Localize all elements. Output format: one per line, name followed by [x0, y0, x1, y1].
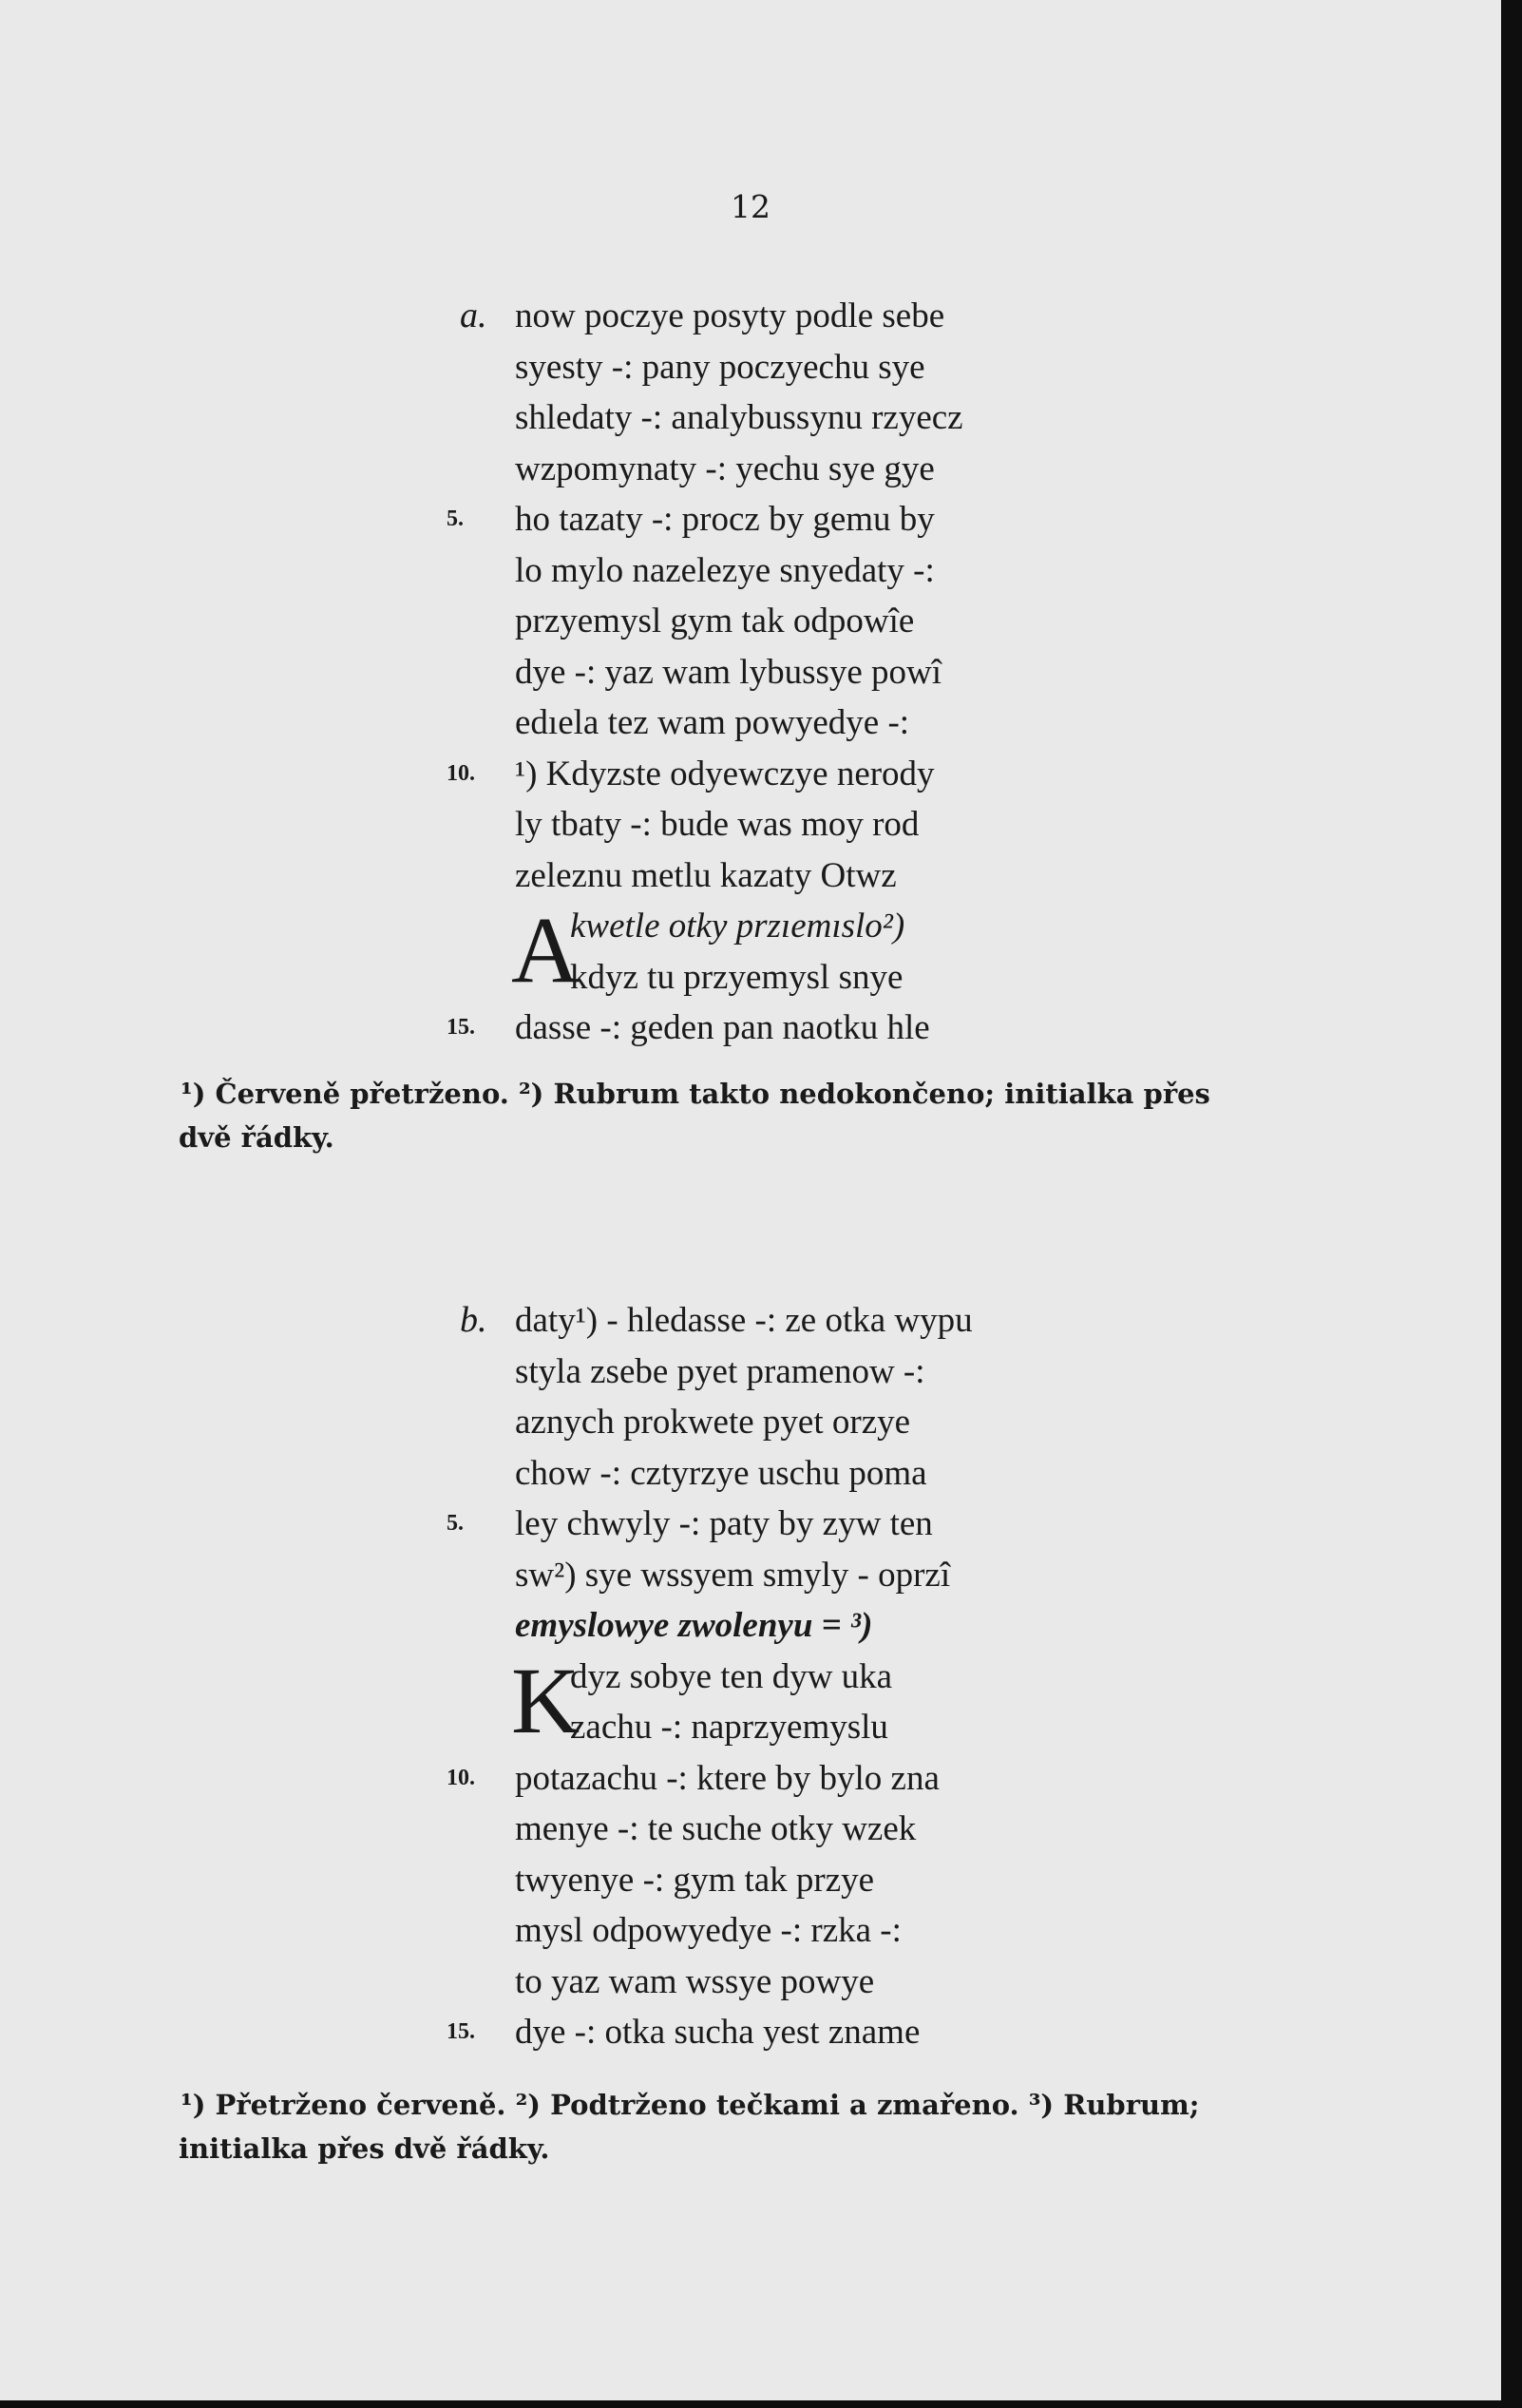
verse-line: 10. ¹) Kdyzste odyewczye nerody: [0, 749, 963, 800]
verse-line: lo mylo nazelezye snyedaty -:: [515, 550, 935, 590]
verse-line: zeleznu metlu kazaty Otwz: [515, 855, 897, 895]
drop-initial: A: [511, 897, 580, 1003]
verse-line: shledaty -: analybussynu rzyecz: [515, 398, 963, 437]
verse-line: aznych prokwete pyet orzye: [515, 1403, 911, 1442]
verse-line: mysl odpowyedye -: rzka -:: [515, 1911, 902, 1950]
line-number: 10.: [447, 1765, 475, 1790]
page-number: 12: [731, 188, 771, 225]
line-number: 15.: [447, 2019, 475, 2044]
verse-line: chow -: cztyrzye uschu poma: [515, 1453, 927, 1493]
verse-line: 5. ley chwyly -: paty by zyw ten: [0, 1499, 973, 1550]
verse-line: to yaz wam wssye powye: [515, 1961, 875, 2001]
verse-line: 15. dasse -: geden pan naotku hle: [0, 1003, 963, 1054]
footnote-b: ¹) Přetrženo červeně. ²) Podtrženo tečkami a zmařeno. ³) Rubrum; initialka přes dvě řádky.: [179, 2089, 1200, 2165]
verse-line: kwetle otky przıemıslo²): [570, 907, 905, 946]
initial-block-a: [0, 897, 963, 1003]
verse-line: 10. potazachu -: ktere by bylo zna: [0, 1753, 973, 1805]
verse-line: syesty -: pany poczyechu sye: [515, 347, 925, 387]
verse-line: daty¹) - hledasse -: ze otka wypu: [515, 1301, 973, 1340]
drop-initial: K: [511, 1647, 580, 1753]
verse-line: kdyz tu przyemysl snye: [570, 957, 904, 997]
verse-line: ly tbaty -: bude was moy rod: [515, 805, 920, 844]
initial-block-b: [0, 1647, 973, 1753]
verse-line: 5. ho tazaty -: procz by gemu by: [0, 494, 963, 545]
verse-line: zachu -: naprzyemyslu: [570, 1708, 888, 1747]
line-number: 5.: [447, 506, 464, 531]
verse-line: przyemysl gym tak odpowîe: [515, 602, 915, 640]
verse-line: emyslowye zwolenyu = ³): [515, 1606, 873, 1645]
verse-block-a: [0, 291, 963, 1054]
footnote-a: ¹) Červeně přetrženo. ²) Rubrum takto nedokončeno; initialka přes dvě řádky.: [179, 1078, 1210, 1154]
verse-line: twyenye -: gym tak przye: [515, 1860, 875, 1900]
line-number: 5.: [447, 1511, 464, 1536]
verse-line: dye -: yaz wam lybussye powî: [515, 652, 942, 692]
line-number: 10.: [447, 760, 475, 786]
verse-line: edıela tez wam powyedye -:: [515, 703, 910, 742]
column-label-a: a.: [460, 296, 487, 335]
column-label-b: b.: [460, 1300, 487, 1340]
verse-line: styla zsebe pyet pramenow -:: [515, 1351, 925, 1391]
verse-line: sw²) sye wssyem smyly - oprzî: [515, 1555, 951, 1595]
verse-line: 15. dye -: otka sucha yest zname: [0, 2007, 973, 2058]
verse-line: wzpomynaty -: yechu sye gye: [515, 449, 935, 488]
verse-block-b: [0, 1295, 973, 2058]
verse-line: dyz sobye ten dyw uka: [570, 1656, 893, 1696]
verse-line: now poczye posyty podle sebe: [515, 296, 945, 335]
verse-line: menye -: te suche otky wzek: [515, 1809, 917, 1848]
line-number: 15.: [447, 1015, 475, 1040]
